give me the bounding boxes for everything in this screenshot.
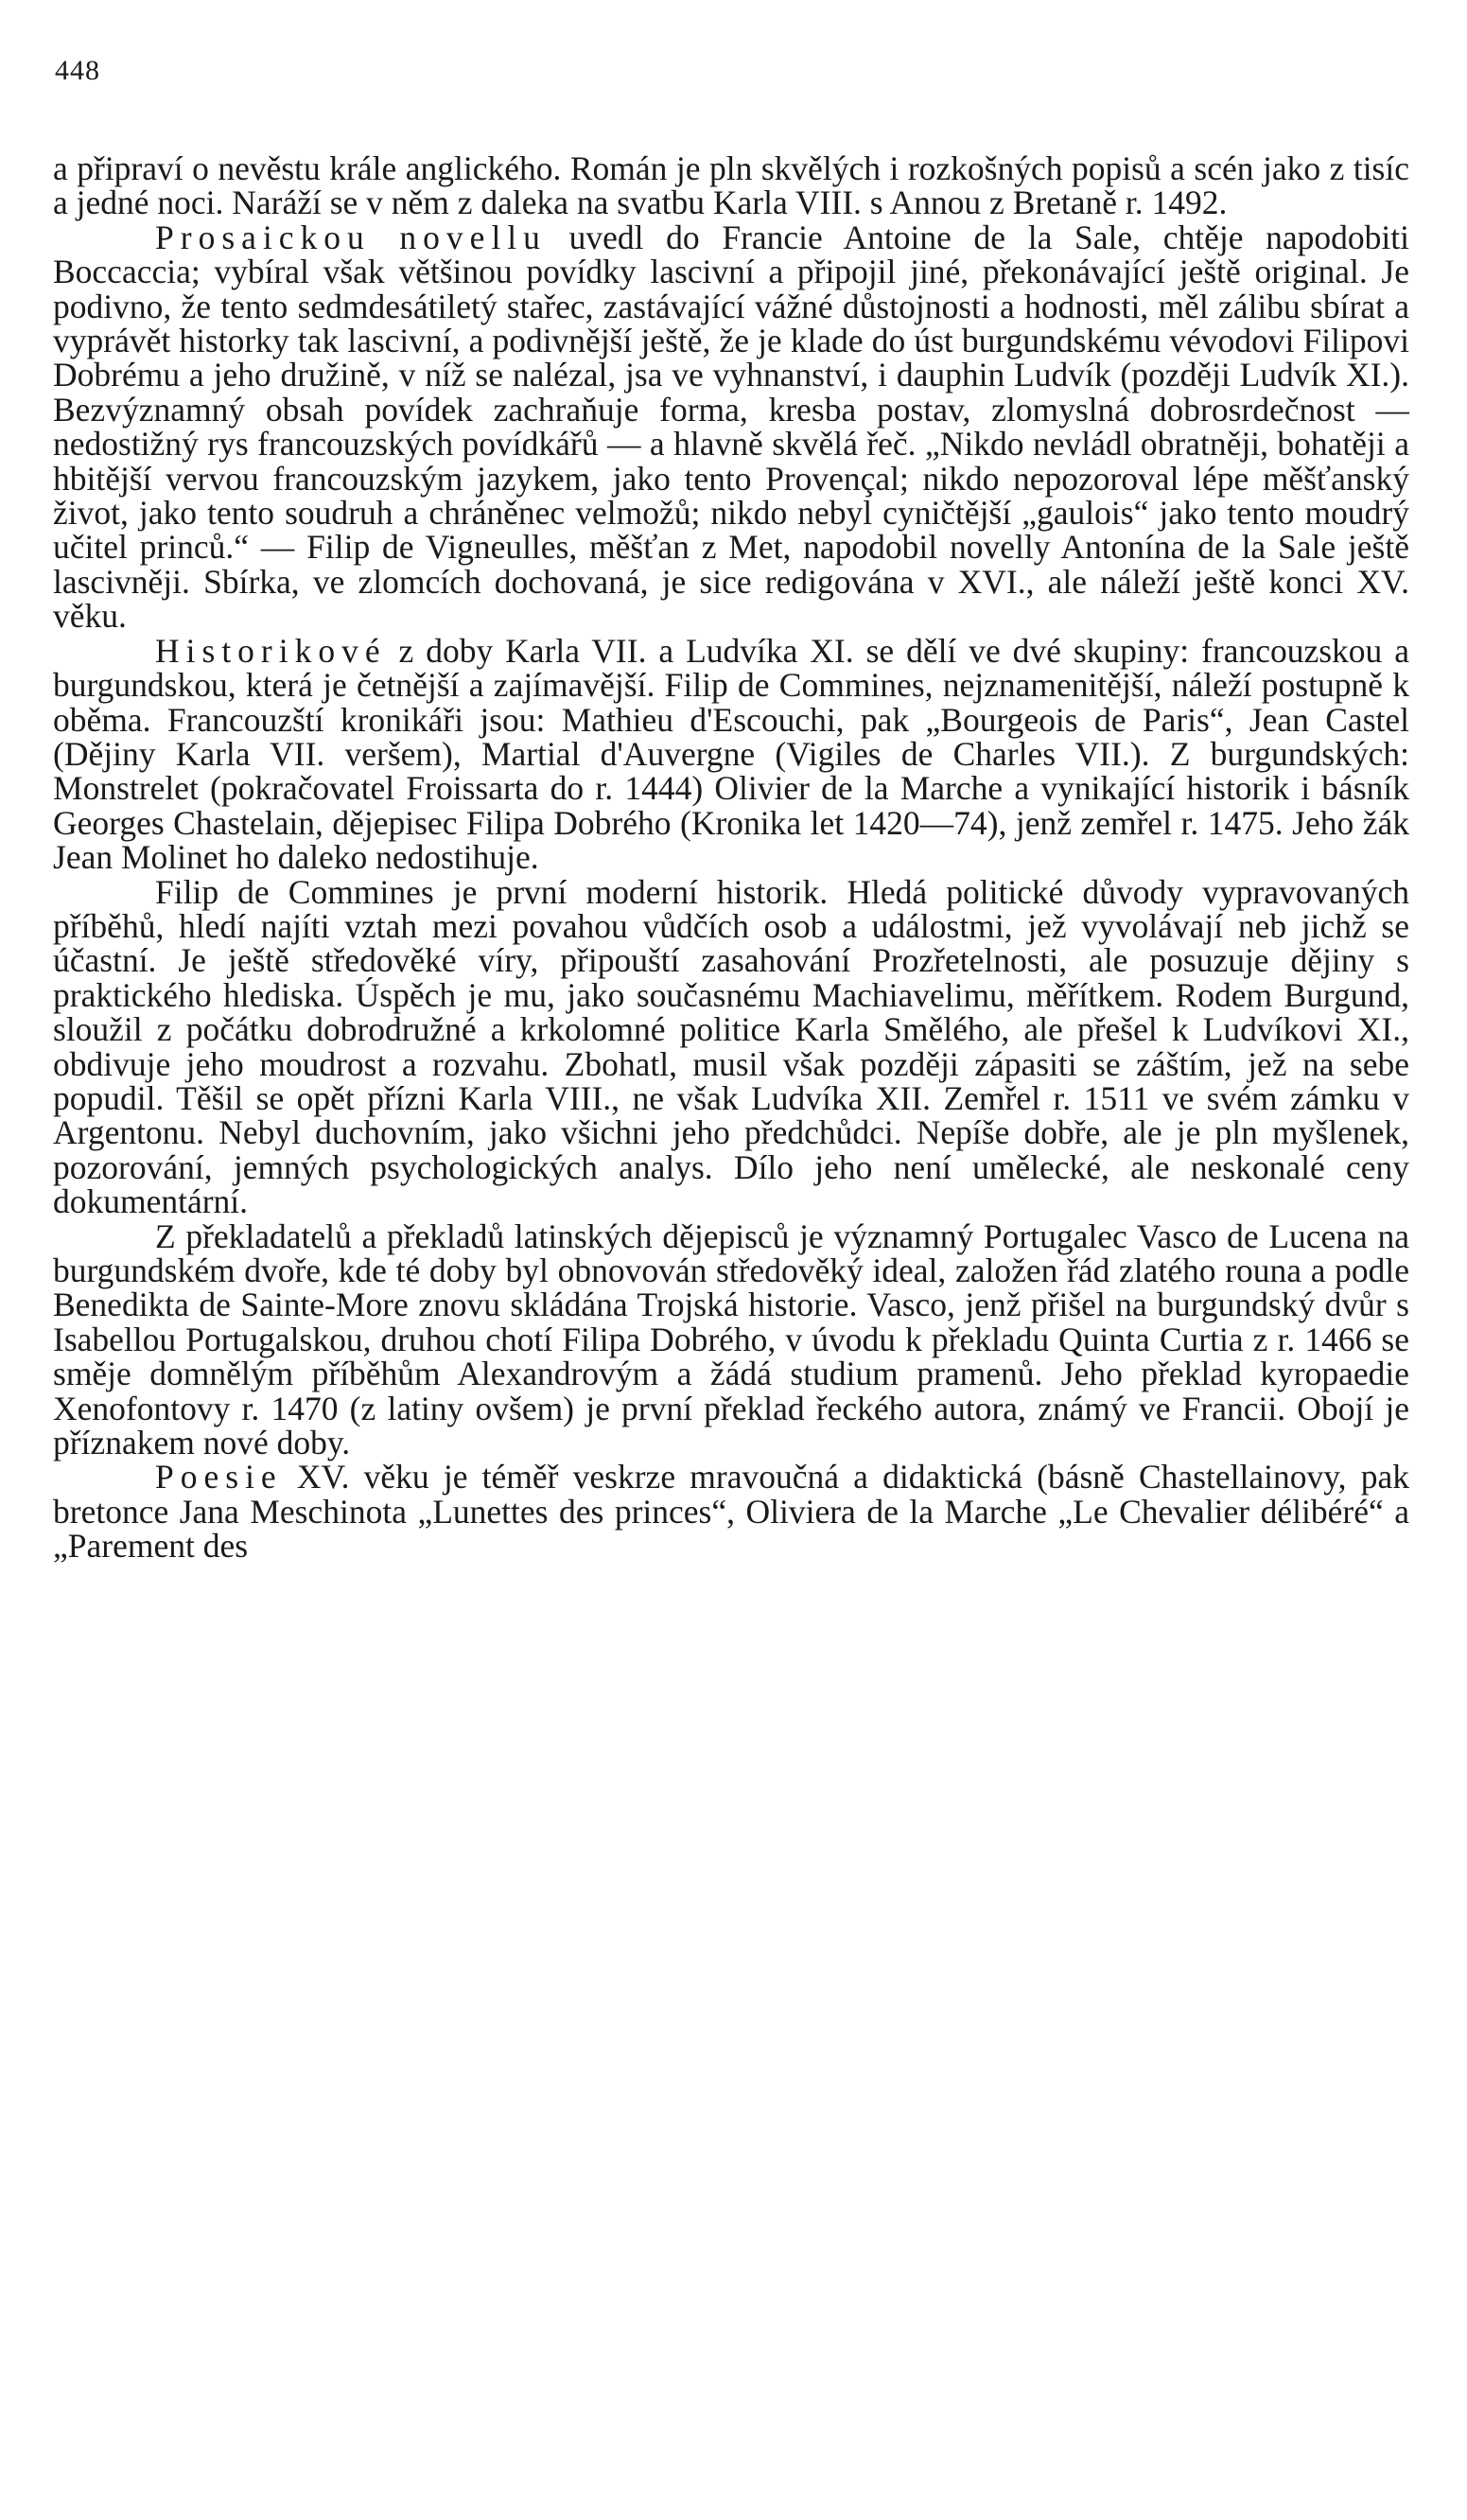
paragraph-3-lead: Historikové [155, 631, 387, 670]
paragraph-2-lead: Prosaickou novellu [155, 218, 547, 256]
paragraph-3 [53, 631, 1409, 877]
paragraph-5 [53, 1216, 1409, 1462]
paragraph-4-text: Filip de Commines je první moderní historik. Hledá politické důvody vypravovaných příběhů, hledí najíti vztah mezi povahou vůdčích osob a událostmi, jež vyvolávají neb jichž se účastní. Je ještě středověké víry, připouští zasahování Prozřetelnosti, ale posuzuje dějiny s praktického hlediska. Úspěch je mu, jako současnému Machiavelimu, měřítkem. Rodem Burgund, sloužil z počátku dobrodružné a krkolomné politice Karla Smělého, ale přešel k Ludvíkovi XI., obdivuje jeho moudrost a rozvahu. Zbohatl, musil však později zápasiti se záštím, jež na sebe popudil. Těšil se opět přízni Karla VIII., ne však Ludvíka XII. Zemřel r. 1511 ve svém zámku v Argentonu. Nebyl duchovním, jako všichni jeho předchůdci. Nepíše dobře, ale je pln myšlenek, pozorování, jemných psychologických analys. Dílo jeho není umělecké, ale neskonalé ceny dokumentární. [53, 872, 1409, 1221]
paragraph-1-text: a připraví o nevěstu krále anglického. Román je pln skvělých i rozkošných popisů a scén jako z tisíc a jedné noci. Naráží se v něm z daleka na svatbu Karla VIII. s Annou z Bretaně r. 1492. [53, 149, 1409, 222]
page-number: 448 [55, 55, 100, 86]
paragraph-5-text: Z překladatelů a překladů latinských dějepisců je významný Portugalec Vasco de Lucena na burgundském dvoře, kde té doby byl obnovován středověký ideal, založen řád zlatého rouna a podle Benedikta de Sainte-More znovu skládána Trojská historie. Vasco, jenž přišel na burgundský dvůr s Isabellou Portugalskou, druhou chotí Filipa Dobrého, v úvodu k překladu Quinta Curtia z r. 1466 se směje domnělým příběhům Alexandrovým a žádá studium pramenů. Jeho překlad kyropaedie Xenofontovy r. 1470 (z latiny ovšem) je první překlad řeckého autora, známý ve Francii. Obojí je příznakem nové doby. [53, 1216, 1409, 1462]
body-text [53, 151, 1409, 1564]
paragraph-6 [53, 1458, 1409, 1566]
paragraph-2-text: uvedl do Francie Antoine de la Sale, chtěje napodobiti Boccaccia; vybíral však většinou povídky lascivní a připojil jiné, překonávající ještě original. Je podivno, že tento sedmdesátiletý stařec, zastávající vážné důstojnosti a hodnosti, měl zálibu sbírat a vyprávět historky tak lascivní, a podivnější ještě, že je klade do úst burgundskému vévodovi Filipovi Dobrému a jeho družině, v níž se nalézal, jsa ve vyhnanství, i dauphin Ludvík (později Ludvík XI.). Bezvýznamný obsah povídek zachraňuje forma, kresba postav, zlomyslná dobrosrdečnost — nedostižný rys francouzských povídkářů — a hlavně skvělá řeč. „Nikdo nevládl obratněji, bohatěji a hbitější vervou francouzským jazykem, jako tento Provençal; nikdo nepozoroval lépe měšťanský život, jako tento soudruh a chráněnec velmožů; nikdo nebyl cyničtější „gaulois“ jako tento moudrý učitel princů.“ — Filip de Vigneulles, měšťan z Met, napodobil novelly Antonína de la Sale ještě lascivněji. Sbírka, ve zlomcích dochovaná, je sice redigována v XVI., ale náleží ještě konci XV. věku. [53, 218, 1409, 636]
paragraph-4 [53, 872, 1409, 1221]
paragraph-1 [53, 151, 1409, 220]
paragraph-6-lead: Poesie [155, 1458, 283, 1496]
paragraph-2 [53, 220, 1409, 634]
paragraph-3-text: z doby Karla VII. a Ludvíka XI. se dělí ve dvé skupiny: francouzskou a burgundskou, která je četnější a zajímavější. Filip de Commines, nejznamenitější, náleží postupně k oběma. Francouzští kronikáři jsou: Mathieu d'Escouchi, pak „Bourgeois de Paris“, Jean Castel (Dějiny Karla VII. veršem), Martial d'Auvergne (Vigiles de Charles VII.). Z burgundských: Monstrelet (pokračovatel Froissarta do r. 1444) Olivier de la Marche a vynikající historik i básník Georges Chastelain, dějepisec Filipa Dobrého (Kronika let 1420—74), jenž zemřel r. 1475. Jeho žák Jean Molinet ho daleko nedostihuje. [53, 631, 1409, 877]
paragraph-6-text: XV. věku je téměř veskrze mravoučná a didaktická (básně Chastellainovy, pak bretonce Jana Meschinota „Lunettes des princes“, Oliviera de la Marche „Le Chevalier délibéré“ a „Parement des [53, 1458, 1409, 1566]
